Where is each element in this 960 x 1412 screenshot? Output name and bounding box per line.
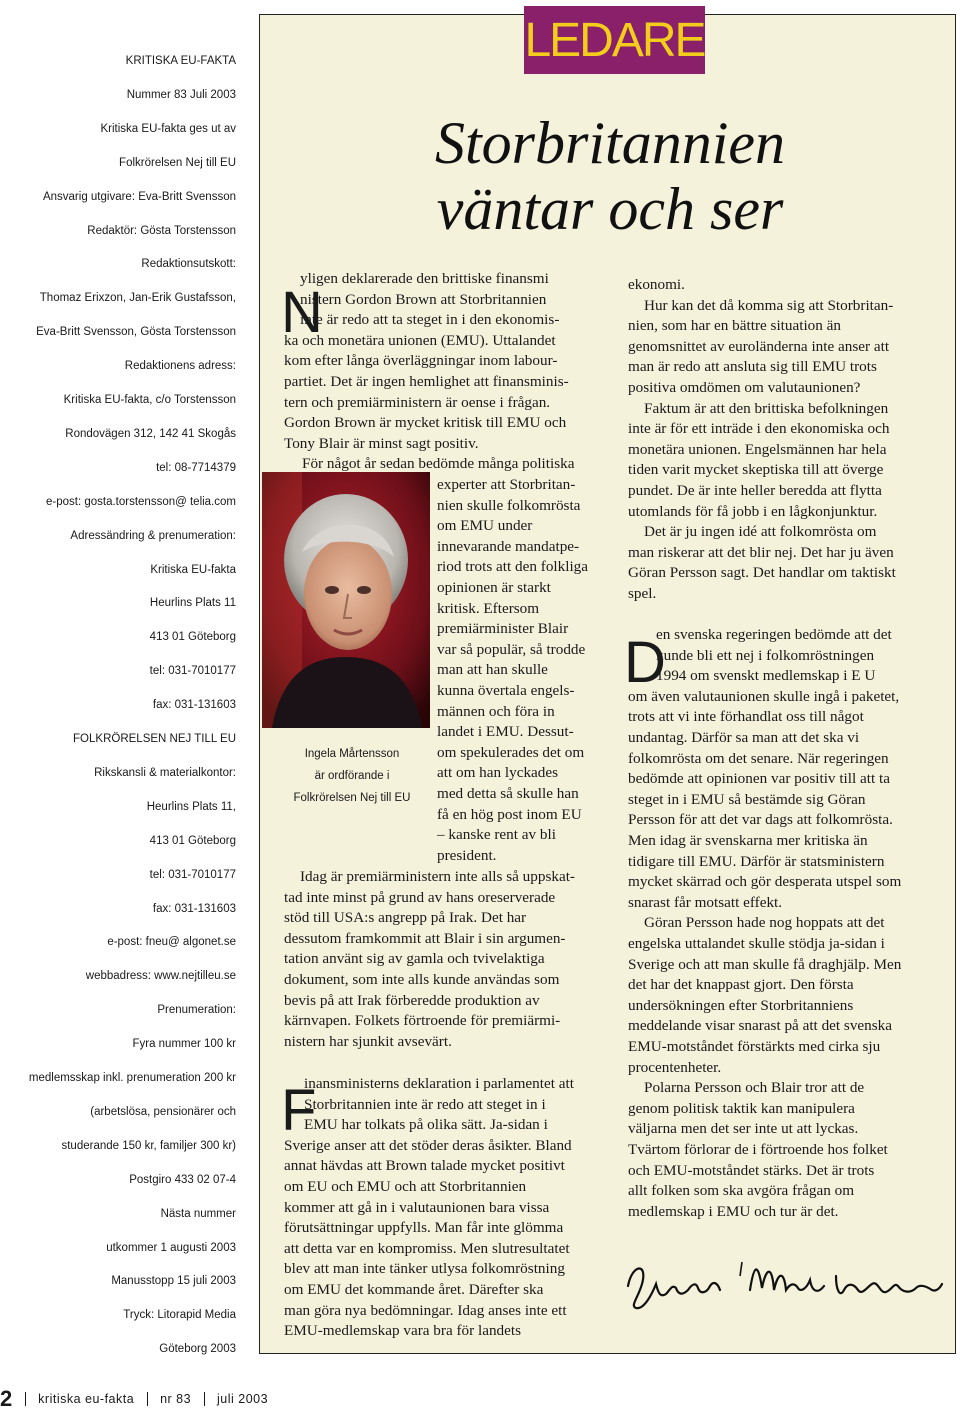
- text-line: tiden varit mycket skeptiska till att överge: [628, 461, 884, 479]
- text-line: Det är ju ingen idé att folkomrösta om: [644, 523, 877, 541]
- colophon-line: fax: 031-131603: [152, 902, 236, 915]
- text-line: tern och premiärministern är oense i frågan.: [284, 393, 551, 411]
- text-line: Göran Persson sagt. Det handlar om taktiskt: [628, 564, 896, 582]
- text-line: nien skulle folkomrösta: [437, 496, 581, 514]
- page-folio: [0, 1386, 268, 1412]
- colophon-line: e-post: fneu@ algonet.se: [107, 936, 236, 949]
- text-line: president.: [437, 846, 497, 864]
- colophon-line: tel: 031-7010177: [149, 665, 236, 678]
- text-line: experter att Storbritan-: [437, 476, 576, 493]
- text-line: få en hög post inom EU: [437, 805, 582, 823]
- text-line: ekonomi.: [628, 276, 685, 293]
- text-line: Persson för att det var dags att folkomrösta.: [628, 811, 893, 829]
- text-line: annat hävdas att Brown talade mycket positivt: [284, 1157, 565, 1175]
- text-line: pundet. De är inte heller beredda att flytta: [628, 482, 882, 499]
- text-line: opinionen är starkt: [437, 579, 551, 596]
- colophon-line: Rikskansli & materialkontor:: [94, 766, 236, 779]
- text-line: tidigare till EMU. Därför är statsministern: [628, 852, 885, 870]
- text-line: Sverige anser att det stöder deras åsikter. Bland: [284, 1136, 572, 1154]
- text-line: med detta så skulle han: [437, 785, 579, 802]
- text-line: Idag är premiärministern inte alls så uppskat-: [300, 868, 575, 885]
- text-line: undersökningen efter Storbritanniens: [628, 996, 854, 1014]
- text-line: kommer att gå in i valutaunionen bara vissa: [284, 1198, 550, 1216]
- text-line: steget in i EMU så bestämde sig Göran: [628, 790, 866, 808]
- signature: [622, 1254, 944, 1314]
- colophon-line: Nästa nummer: [160, 1207, 236, 1220]
- photo-caption: [272, 743, 432, 809]
- text-line: förutsättningar uppfylls. Man får inte glömma: [284, 1219, 564, 1237]
- text-line: medlemskap i EMU och tur är det.: [628, 1202, 839, 1220]
- text-line: inte är redo att ta steget in i den ekonomis-: [300, 311, 560, 329]
- colophon-line: Nummer 83 Juli 2003: [126, 88, 236, 101]
- colophon-line: KRITISKA EU-FAKTA: [125, 55, 236, 67]
- colophon-line: Redaktionsutskott:: [141, 258, 236, 271]
- text-line: För något år sedan bedömde många politiska: [302, 455, 575, 473]
- text-line: bevis på att Irak förberedde produktion av: [284, 991, 540, 1009]
- colophon-line: Heurlins Plats 11,: [146, 800, 236, 813]
- text-line: yligen deklarerade den brittiske finansmi: [300, 270, 549, 287]
- text-line: EMU-medlemskap vara bra för landets: [284, 1322, 522, 1340]
- text-line: ka och monetära unionen (EMU). Uttalandet: [284, 331, 556, 349]
- text-line: blev att man inte tänker utlysa folkomröstning: [284, 1260, 565, 1278]
- text-line: kunna övertala engels-: [437, 682, 575, 699]
- text-line: kom efter långa överläggningar inom labour-: [284, 352, 558, 370]
- text-line: engelska uttalandet skulle stödja ja-sidan i: [628, 935, 885, 952]
- caption-line-3: Folkrörelsen Nej till EU: [293, 792, 411, 804]
- colophon-line: utkommer 1 augusti 2003: [106, 1241, 236, 1254]
- text-line: Polarna Persson och Blair tror att de: [644, 1079, 865, 1097]
- folio-divider: [204, 1392, 205, 1406]
- text-line: EMU har tolkats på olika sätt. Ja-sidan i: [304, 1116, 548, 1134]
- text-line: utomlands för få jobb i en lågkonjunktur.: [628, 502, 878, 520]
- colophon-line: Heurlins Plats 11: [149, 597, 236, 610]
- text-line: allt folken som ska avgöra frågan om: [628, 1182, 855, 1200]
- text-line: Tvärtom förlorar de i förtroende hos folket: [628, 1141, 888, 1158]
- text-line: Hur kan det då komma sig att Storbritan-: [644, 296, 894, 314]
- text-line: männen och föra in: [437, 702, 555, 720]
- caption-line-2: är ordförande i: [314, 770, 390, 782]
- text-line: att detta var en kompromiss. Men slutresultatet: [284, 1239, 570, 1257]
- text-line: var så populär, så trodde: [437, 640, 586, 658]
- text-line: om även valutaunionen skulle ingå i paketet,: [628, 687, 900, 705]
- text-line: kritisk. Eftersom: [437, 599, 540, 617]
- dropcap-d: D: [624, 630, 666, 695]
- text-line: man är redo att ansluta sig till EMU trots: [628, 358, 877, 376]
- section-badge: [524, 6, 705, 74]
- colophon-line: Kritiska EU-fakta: [150, 563, 236, 576]
- colophon-line: tel: 08-7714379: [156, 461, 236, 474]
- colophon-line: FOLKRÖRELSEN NEJ TILL EU: [73, 733, 236, 745]
- text-line: tation använt sig av gamla och tvivelaktiga: [284, 950, 545, 968]
- text-line: EMU-motståndet förstärkts med cirka sju: [628, 1038, 881, 1055]
- colophon-line: Manusstopp 15 juli 2003: [111, 1275, 236, 1288]
- text-line: kärnvapen. Folkets förtroende för premiärmi-: [284, 1012, 561, 1030]
- colophon-line: Fyra nummer 100 kr: [132, 1038, 236, 1051]
- text-line: Sverige och att man skulle få draghjälp. Men: [628, 955, 902, 973]
- folio-divider: [25, 1392, 26, 1406]
- text-line: Men idag är svenskarna mer kritiska än: [628, 832, 868, 849]
- colophon-line: Postgiro 433 02 07-4: [129, 1173, 236, 1186]
- text-line: 1994 om svenskt medlemskap i E U: [656, 667, 876, 685]
- text-line: undantag. Därför sa man att det ska vi: [628, 729, 860, 746]
- text-line: positiva omdömen om valutaunionen?: [628, 379, 861, 396]
- text-line: riod trots att den folkliga: [437, 558, 588, 576]
- section-label: LEDARE: [524, 13, 705, 67]
- colophon-line: e-post: gosta.torstensson@ telia.com: [45, 495, 236, 508]
- colophon-line: Eva-Britt Svensson, Gösta Torstensson: [36, 326, 236, 339]
- text-line: nistern Gordon Brown att Storbritannien: [300, 290, 547, 308]
- text-line: genomsnittet av euroländerna inte anser att: [628, 337, 890, 355]
- text-line: och EMU-motståndet stärks. Det är trots: [628, 1161, 875, 1179]
- portrait-photo: [262, 472, 430, 728]
- text-line: Faktum är att den brittiska befolkningen: [644, 399, 889, 417]
- text-line: man riskerar att det blir nej. Det har ju även: [628, 543, 894, 561]
- text-line: spel.: [628, 585, 657, 602]
- text-line: om EMU det kommande året. Därefter ska: [284, 1281, 544, 1298]
- text-line: dessutom framkommit att Blair i sin argumen-: [284, 929, 566, 947]
- headline-line-2: väntar och ser: [436, 176, 784, 242]
- text-line: innevarande mandatpe-: [437, 537, 580, 555]
- text-line: det har det knappast gjort. Den första: [628, 976, 854, 994]
- text-line: väljarna men det ser inte ut att lyckas.: [628, 1120, 859, 1138]
- text-line: Göran Persson hade nog hoppats att det: [644, 914, 885, 932]
- text-line: tad inte minst på grund av hans oreserverade: [284, 888, 556, 906]
- text-line: man att han skulle: [437, 661, 548, 679]
- text-line: – kanske rent av bli: [437, 826, 556, 844]
- caption-line-1: Ingela Mårtensson: [304, 748, 400, 760]
- colophon-line: Tryck: Litorapid Media: [123, 1309, 236, 1322]
- text-line: Tony Blair är minst sagt positiv.: [284, 434, 479, 452]
- text-line: om EMU under: [437, 517, 533, 535]
- colophon-line: tel: 031-7010177: [149, 868, 236, 881]
- folio-divider: [147, 1392, 148, 1406]
- text-line: Storbritannien inte är redo att steget in i: [304, 1095, 546, 1113]
- folio-issue: nr 83: [160, 1392, 192, 1406]
- text-line: att om han lyckades: [437, 764, 559, 782]
- text-line: inansministerns deklaration i parlamentet att: [304, 1075, 574, 1092]
- colophon-line: Redaktör: Gösta Torstensson: [87, 224, 236, 237]
- text-line: snarast får motsatt effekt.: [628, 893, 783, 911]
- text-line: om spekulerades det om: [437, 743, 585, 761]
- text-line: nistern har sjunkit avsevärt.: [284, 1032, 452, 1050]
- colophon-line: 413 01 Göteborg: [149, 631, 236, 644]
- text-line: procentenheter.: [628, 1058, 722, 1076]
- text-line: en svenska regeringen bedömde att det: [656, 626, 892, 643]
- colophon-line: Ansvarig utgivare: Eva-Britt Svensson: [42, 190, 236, 203]
- text-line: folkomrösta om det senare. När regeringen: [628, 749, 889, 767]
- colophon-line: Kritiska EU-fakta, c/o Torstensson: [63, 394, 236, 406]
- colophon-line: Göteborg 2003: [159, 1343, 236, 1356]
- colophon-line: fax: 031-131603: [152, 699, 236, 712]
- folio-publication: kritiska eu-fakta: [38, 1392, 135, 1406]
- colophon-line: webbadress: www.nejtilleu.se: [85, 970, 236, 983]
- text-line: landet i EMU. Dessut-: [437, 723, 574, 741]
- text-line: om EU och EMU och att Storbritannien: [284, 1178, 527, 1195]
- text-line: stöd till USA:s angrepp på Irak. Det har: [284, 909, 527, 927]
- text-line: dokument, som inte alls kunde användas som: [284, 971, 560, 988]
- colophon-line: Kritiska EU-fakta ges ut av: [100, 122, 236, 135]
- text-line: mycket skärrad och gör desperata utspel som: [628, 873, 902, 891]
- headline-line-1: Storbritannien: [434, 110, 785, 176]
- colophon-line: Folkrörelsen Nej till EU: [119, 156, 236, 169]
- colophon-line: medlemsskap inkl. prenumeration 200 kr: [28, 1072, 236, 1084]
- dropcap-f: F: [281, 1078, 317, 1143]
- colophon-line: Thomaz Erixzon, Jan-Erik Gustafsson,: [39, 292, 236, 305]
- text-line: premiärminister Blair: [437, 620, 569, 638]
- text-line: genom politisk taktik kan manipulera: [628, 1099, 855, 1117]
- text-line: inte är för ett inträde i den ekonomiska och: [628, 420, 890, 438]
- text-line: kunde bli ett nej i folkomröstningen: [656, 646, 875, 664]
- colophon-line: 413 01 Göteborg: [149, 834, 236, 847]
- headline: [390, 110, 830, 242]
- page-number: 2: [0, 1386, 13, 1411]
- text-line: meddelande visar snarast på att det svenska: [628, 1017, 893, 1035]
- text-line: monetära unionen. Engelsmännen har hela: [628, 440, 887, 458]
- folio-date: juli 2003: [217, 1392, 269, 1406]
- text-line: partiet. Det är ingen hemlighet att finansminis-: [284, 373, 569, 390]
- text-line: nien, som har en bättre situation än: [628, 317, 841, 335]
- text-line: Gordon Brown är mycket kritisk till EMU och: [284, 414, 567, 432]
- dropcap-n: N: [281, 280, 323, 345]
- text-line: bedömde att opinionen var positiv till att ta: [628, 770, 890, 788]
- colophon-line: Prenumeration:: [157, 1004, 236, 1017]
- text-line: trots att vi inte förhandlat oss till något: [628, 708, 864, 726]
- colophon-line: (arbetslösa, pensionärer och: [90, 1105, 236, 1118]
- colophon-line: studerande 150 kr, familjer 300 kr): [61, 1139, 236, 1152]
- colophon-line: Redaktionens adress:: [124, 360, 236, 373]
- text-line: man göra nya bedömningar. Idag anses inte ett: [284, 1301, 567, 1319]
- colophon-line: Rondovägen 312, 142 41 Skogås: [65, 427, 236, 440]
- colophon-line: Adressändring & prenumeration:: [70, 529, 236, 542]
